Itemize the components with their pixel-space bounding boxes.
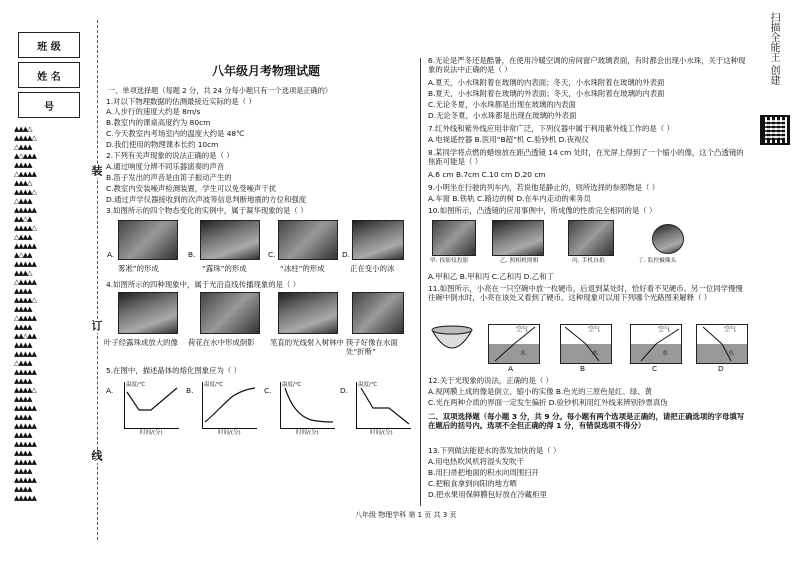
q6-option-b: B.夏天，小水珠附着在玻璃的外表面；冬天，小水珠附着在玻璃的内表面: [428, 89, 665, 98]
q11-air-a: 空气: [516, 326, 529, 333]
q11-air-d: 空气: [724, 326, 737, 333]
column-divider: [420, 58, 421, 506]
q5-graph-d: [356, 382, 411, 429]
q1-option-a: A.人步行的速度大约是 8m/s: [106, 107, 201, 116]
q3-letter-b: B.: [188, 250, 196, 259]
q5-xlabel-c: 时间/(分): [296, 430, 319, 436]
q12-options-ab: A.视网膜上成的像是倒立、缩小的实像 B.色光的三原色是红、绿、黄: [428, 387, 652, 396]
qr-code-icon: [760, 115, 790, 145]
q4-caption-c: 笔直的光线射入树林中: [270, 338, 344, 347]
q5-ylabel-d: 温度/℃: [358, 382, 378, 388]
q3-photo-a: [118, 220, 178, 260]
q7-options: A.电视遥控器 B.医用“B超”机 C.验钞机 D.夜视仪: [428, 135, 589, 144]
q5-xlabel-a: 时间/(分): [140, 430, 163, 436]
q10-caption-bing: 丙. 手机自拍: [572, 258, 605, 264]
section1-header: 一、单项选择题（每题 2 分，共 24 分每小题只有一个选项是正确的）: [108, 86, 333, 95]
q3-letter-d: D.: [342, 250, 351, 259]
q11-air-c: 空气: [658, 326, 671, 333]
q11-diagram-a: [488, 324, 540, 364]
q10-photo-ding: [652, 224, 684, 254]
q4-photo-c: [278, 292, 338, 334]
number-label: 号: [18, 92, 80, 118]
q11-letter-c: C: [652, 364, 658, 373]
q3-caption-c: “冰柱”的形成: [280, 264, 325, 273]
q1-option-b: B.教室内的课桌高度约为 80cm: [106, 118, 211, 127]
q5-letter-d: D.: [340, 386, 349, 395]
q4-photo-a: [118, 292, 178, 334]
q8-options: A.6 cm B.7cm C.10 cm D.20 cm: [428, 170, 546, 179]
q3-letter-a: A.: [107, 250, 115, 259]
q2-option-c: C.教室内安装噪声检测装置，学生可以免受噪声干扰: [106, 184, 277, 193]
q4-caption-a: 叶子经露珠成放大的像: [104, 338, 178, 347]
q1-option-d: D.我们使用的物理课本长约 10cm: [106, 140, 219, 149]
name-label: 姓 名: [18, 62, 80, 88]
q5-ylabel-b: 温度/℃: [204, 382, 224, 388]
q4-caption-d: 筷子好像在水面处“折断”: [346, 338, 398, 357]
page-title: 八年级月考物理试题: [212, 64, 321, 78]
q5-graph-a: [124, 382, 179, 429]
q10-caption-jia: 甲. 投影仪投影: [430, 258, 469, 264]
q11-water-b: 水: [592, 350, 599, 357]
q6-option-a: A.夏天，小水珠附着在玻璃的内表面；冬天，小水珠附着在玻璃的外表面: [428, 78, 665, 87]
q1-option-c: C.今天教室内考场室内的温度大约是 48℃: [106, 129, 245, 138]
q5-xlabel-b: 时间/(分): [218, 430, 241, 436]
q4-photo-b: [200, 292, 260, 334]
scanner-watermark: 扫描全能王 创建: [768, 12, 779, 86]
q9-stem: 9.小明坐在行驶的列车内，若说他是静止的，则所选择的参照物是（ ）: [428, 183, 660, 192]
q10-photo-bing: [568, 220, 614, 256]
q5-stem: 5.在图中，描述晶体的熔化图象应为（ ）: [106, 366, 242, 375]
q5-graph-c: [280, 382, 335, 429]
q11-diagram-b: [560, 324, 612, 364]
q3-caption-b: “露珠”的形成: [202, 264, 247, 273]
q2-option-b: B.笛子发出的声音是由笛子振动产生的: [106, 173, 232, 182]
q13-stem: 13.下列做法能使水的蒸发加快的是（ ）: [428, 446, 561, 455]
q6-stem: 6.无论是严冬还是酷暑，在使用冷暖空调的房间窗户玻璃表面，有时都会出现小水珠，关于这种现象的说法中正确的是（ ）: [428, 56, 746, 75]
section2-header: 二、双项选择题（每小题 3 分，共 9 分。每小题有两个选项是正确的，请把正确选项的字母填写在题后的括号内。选项不全但正确的得 1 分，有错误选项不得分）: [428, 412, 745, 431]
q2-option-d: D.通过声学仪器接收到的次声波等信息判断地震的方位和强度: [106, 195, 307, 204]
q4-caption-b: 荷花在水中形成倒影: [188, 338, 255, 347]
q11-water-d: 水: [728, 350, 735, 357]
q3-caption-d: 正在变小的冰: [350, 264, 395, 273]
q11-diagram-d: [696, 324, 748, 364]
q10-caption-yi: 乙. 照相机照相: [500, 258, 539, 264]
margin-char-ding: 订: [90, 320, 103, 333]
q11-stem: 11.如图所示，小亮在一只空碗中放一枚硬币，后退到某处时，恰好看不见硬币。另一位同学慢慢往碗中倒水时，小亮在该处又看到了硬币。这种现象可以用下列哪个光路图来解释（ ）: [428, 284, 743, 303]
q2-stem: 2.下列有关声现象的说法正确的是（ ）: [106, 151, 234, 160]
q5-xlabel-d: 时间/(分): [370, 430, 393, 436]
q8-stem: 8.某同学将点燃的蜡烛放在距凸透镜 14 cm 处时，在光屏上得到了一个缩小的像，这个凸透镜的焦距可能是（ ）: [428, 148, 744, 167]
q13-option-c: C.把粮食拿到向阳的地方晒: [428, 479, 517, 488]
margin-char-zhuang: 装: [90, 165, 103, 178]
q3-photo-c: [278, 220, 338, 260]
q13-option-d: D.把水果用保鲜膜包好放在冷藏柜里: [428, 490, 547, 499]
q11-letter-a: A: [508, 364, 514, 373]
q6-option-d: D.无论冬夏，小水珠都是出现在玻璃的外表面: [428, 111, 577, 120]
q3-photo-b: [200, 220, 260, 260]
q10-caption-ding: 丁. 监控摄像头: [638, 258, 677, 264]
page-footer: 八年级 物理学科 第 1 页 共 3 页: [355, 511, 457, 519]
q11-water-c: 水: [662, 350, 669, 357]
q10-photo-jia: [432, 220, 476, 256]
q5-letter-c: C.: [264, 386, 272, 395]
q12-options-cd: C.光在两种介质的界面一定发生偏折 D.验钞机利用红外线来辨别钞票真伪: [428, 398, 668, 407]
q9-options: A.车窗 B.铁轨 C.路边的树 D.在车内走动的乘务员: [428, 194, 591, 203]
q3-caption-a: 雾凇”的形成: [118, 264, 159, 273]
q5-ylabel-c: 温度/℃: [282, 382, 302, 388]
q11-air-b: 空气: [588, 326, 601, 333]
q11-letter-b: B: [580, 364, 586, 373]
q1-stem: 1.对以下物理数据的估测最接近实际的是（ ）: [106, 97, 256, 106]
q12-stem: 12.关于光现象的说法，正确的是（ ）: [428, 376, 553, 385]
q11-diagram-c: [630, 324, 682, 364]
q5-letter-a: A.: [106, 386, 114, 395]
q7-stem: 7.红外线和紫外线应用非常广泛，下列仪器中属于利用紫外线工作的是（ ）: [428, 124, 674, 133]
margin-triangles: ▲▲▲△ ▲▲▲▲△ △▲▲▲ ▲△▲▲▲ ▲▲▲▲ △▲▲▲▲ ▲▲▲△ ▲▲▲▲△ △▲▲▲ ▲▲▲▲▲ ▲▲△▲ ▲▲▲▲△ △▲▲▲ ▲▲▲▲▲ ▲△▲▲ ▲▲▲▲▲ ▲▲▲△ △▲▲▲▲ ▲▲▲▲ ▲▲▲▲△ ▲▲▲▲ △▲▲▲▲ ▲▲▲▲ ▲▲△▲▲ ▲▲▲▲ ▲▲▲▲▲ △▲▲▲ ▲▲▲▲▲ ▲▲▲▲ ▲▲▲▲△ ▲▲▲▲ ▲▲▲▲▲ ▲▲▲▲ ▲▲▲▲▲ ▲▲▲▲ ▲▲▲▲▲ ▲▲▲▲ ▲▲▲▲▲ ▲▲▲▲ ▲▲▲▲▲ ▲▲▲▲ ▲▲▲▲▲: [14, 125, 36, 502]
q3-stem: 3.如图所示的四个物态变化的实例中，属于凝华现象的是（ ）: [106, 206, 308, 215]
margin-char-xian: 线: [90, 450, 103, 463]
q11-water-a: 水: [520, 350, 527, 357]
q11-letter-d: D: [718, 364, 724, 373]
q2-option-a: A.通过响度分辨不同乐器演奏的声音: [106, 162, 225, 171]
q10-photo-yi: [492, 220, 544, 256]
q11-bowl: [430, 322, 474, 362]
q10-options: A.甲和乙 B.甲和丙 C.乙和丙 D.乙和丁: [428, 272, 554, 281]
q3-letter-c: C.: [268, 250, 276, 259]
q13-option-a: A.用电热吹风机将湿头发吹干: [428, 457, 524, 466]
q4-stem: 4.如图所示的四种现象中，属于光沿直线传播现象的是（ ）: [106, 280, 301, 289]
q10-stem: 10.如图所示，凸透镜的应用事例中，所成像的性质完全相同的是（ ）: [428, 206, 657, 215]
q5-ylabel-a: 温度/℃: [126, 382, 146, 388]
q5-graph-b: [202, 382, 257, 429]
q13-option-b: B.用扫帚把地面的积水向周围扫开: [428, 468, 539, 477]
q3-photo-d: [352, 220, 404, 260]
q6-option-c: C.无论冬夏，小水珠都是出现在玻璃的内表面: [428, 100, 576, 109]
class-label: 班 级: [18, 32, 80, 58]
q4-photo-d: [352, 292, 404, 334]
q5-letter-b: B.: [186, 386, 194, 395]
